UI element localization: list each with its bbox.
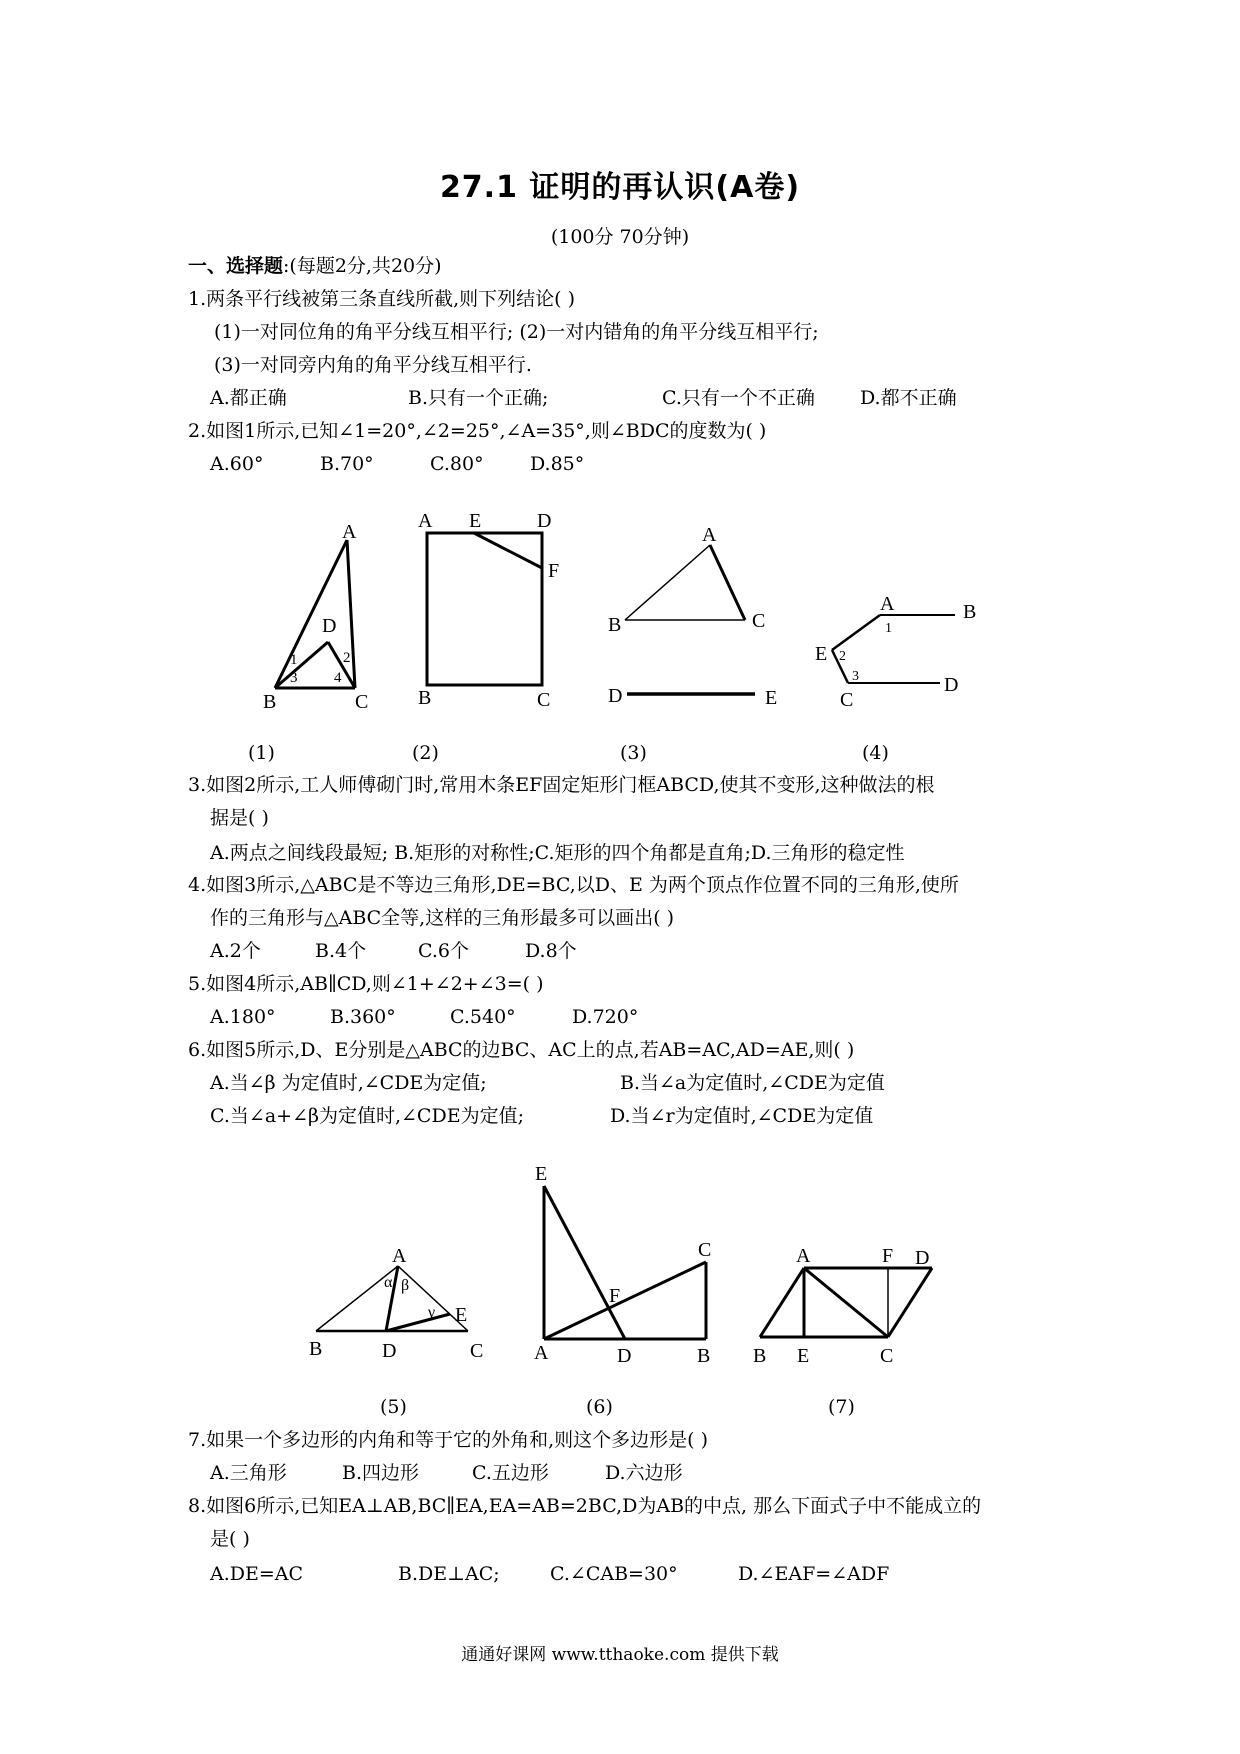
q4-option-d: D.8个	[525, 940, 577, 962]
fig5-beta: β	[401, 1277, 410, 1294]
fig2-label-e: E	[469, 510, 482, 532]
q7-option-c: C.五边形	[472, 1462, 549, 1484]
fig5-gamma: γ	[428, 1304, 436, 1321]
fig7-label-d: D	[915, 1247, 930, 1269]
fig1-label-d: D	[322, 615, 337, 637]
q2-option-c: C.80°	[430, 453, 484, 475]
fig1-label-a: A	[342, 521, 357, 543]
q5-option-b: B.360°	[330, 1006, 396, 1028]
q6-option-a: A.当∠β 为定值时,∠CDE为定值;	[210, 1072, 487, 1094]
q2-option-b: B.70°	[320, 453, 374, 475]
fig7-label-a: A	[796, 1245, 811, 1267]
fig4-label-d: D	[944, 674, 959, 696]
q1-option-b: B.只有一个正确;	[408, 387, 549, 409]
fig2-label-b: B	[418, 687, 432, 709]
fig1-label-c: C	[355, 691, 369, 713]
fig6-edge-ed	[544, 1186, 625, 1339]
figure-5-caption: (5)	[380, 1396, 407, 1418]
fig4-angle-2: 2	[839, 649, 846, 664]
fig5-label-b: B	[309, 1338, 323, 1360]
fig5-edge-de	[386, 1314, 450, 1331]
q6-stem: 6.如图5所示,D、E分别是△ABC的边BC、AC上的点,若AB=AC,AD=AE,则( )	[188, 1039, 855, 1061]
q6-option-d: D.当∠r为定值时,∠CDE为定值	[610, 1105, 874, 1127]
fig4-angle-1: 1	[885, 621, 892, 636]
fig4-angle-3: 3	[852, 669, 859, 684]
fig1-angle-3: 3	[290, 670, 298, 686]
fig5-label-d: D	[382, 1340, 397, 1362]
q8-option-a: A.DE=AC	[210, 1563, 304, 1585]
q5-stem: 5.如图4所示,AB∥CD,则∠1+∠2+∠3=( )	[188, 973, 544, 995]
figure-6-caption: (6)	[586, 1396, 613, 1418]
page-subtitle: (100分 70分钟)	[550, 226, 690, 248]
figure-6	[544, 1186, 706, 1339]
fig6-label-a: A	[534, 1342, 549, 1364]
q5-option-d: D.720°	[572, 1006, 639, 1028]
fig1-angle-1: 1	[290, 652, 298, 668]
fig5-label-e: E	[455, 1304, 468, 1326]
fig4-label-c: C	[840, 689, 854, 711]
q3-options: A.两点之间线段最短; B.矩形的对称性;C.矩形的四个角都是直角;D.三角形的稳定性	[210, 842, 905, 864]
q7-stem: 7.如果一个多边形的内角和等于它的外角和,则这个多边形是( )	[188, 1429, 709, 1451]
q4-stem: 4.如图3所示,△ABC是不等边三角形,DE=BC,以D、E 为两个顶点作位置不同的三角形,使所	[188, 874, 959, 896]
fig4-label-e: E	[815, 643, 828, 665]
fig7-label-c: C	[880, 1345, 894, 1367]
q1-line3: (3)一对同旁内角的角平分线互相平行.	[214, 354, 532, 376]
fig5-label-a: A	[392, 1245, 407, 1267]
q7-option-a: A.三角形	[210, 1462, 287, 1484]
fig3-label-d: D	[608, 685, 623, 707]
fig3-label-c: C	[752, 610, 766, 632]
fig6-label-d: D	[617, 1345, 632, 1367]
q7-option-b: B.四边形	[342, 1462, 420, 1484]
fig2-label-a: A	[418, 510, 433, 532]
fig1-angle-2: 2	[343, 650, 351, 666]
q1-option-c: C.只有一个不正确	[662, 387, 815, 409]
q4-option-b: B.4个	[315, 940, 367, 962]
figure-2-caption: (2)	[412, 742, 439, 764]
fig3-label-b: B	[608, 614, 622, 636]
q7-option-d: D.六边形	[605, 1462, 683, 1484]
fig5-alpha: α	[384, 1274, 393, 1291]
fig7-label-e: E	[797, 1345, 810, 1367]
q1-option-a: A.都正确	[210, 387, 287, 409]
figure-7	[760, 1268, 932, 1337]
figure-4-caption: (4)	[862, 742, 889, 764]
fig1-label-b: B	[263, 691, 277, 713]
fig4-label-a: A	[880, 593, 895, 615]
fig3-label-e: E	[765, 687, 778, 709]
fig3-label-a: A	[702, 524, 717, 546]
fig4-label-b: B	[963, 601, 977, 623]
figure-7-caption: (7)	[828, 1396, 855, 1418]
section-note: :(每题2分,共20分)	[283, 255, 442, 277]
fig6-label-c: C	[698, 1239, 712, 1261]
q1-option-d: D.都不正确	[860, 387, 957, 409]
q3-line2: 据是( )	[210, 807, 269, 829]
figure-3-caption: (3)	[620, 742, 647, 764]
q6-option-b: B.当∠a为定值时,∠CDE为定值	[620, 1072, 885, 1094]
fig7-label-b: B	[753, 1345, 767, 1367]
q8-stem: 8.如图6所示,已知EA⊥AB,BC∥EA,EA=AB=2BC,D为AB的中点, 那么下面式子中不能成立的	[188, 1495, 982, 1517]
q1-line2: (1)一对同位角的角平分线互相平行; (2)一对内错角的角平分线互相平行;	[214, 321, 819, 343]
q2-stem: 2.如图1所示,已知∠1=20°,∠2=25°,∠A=35°,则∠BDC的度数为( )	[188, 420, 767, 442]
q8-option-c: C.∠CAB=30°	[550, 1563, 678, 1585]
q2-option-d: D.85°	[530, 453, 585, 475]
q8-option-b: B.DE⊥AC;	[398, 1563, 500, 1585]
fig7-edge-cd	[888, 1268, 932, 1337]
fig5-label-c: C	[470, 1340, 484, 1362]
q5-option-a: A.180°	[210, 1006, 276, 1028]
fig6-label-e: E	[535, 1163, 548, 1185]
fig6-label-f: F	[609, 1285, 621, 1307]
fig7-edge-ac	[804, 1268, 888, 1337]
section-label: 一、选择题	[188, 255, 284, 277]
q4-line2: 作的三角形与△ABC全等,这样的三角形最多可以画出( )	[210, 907, 675, 929]
fig6-edge-ac	[544, 1262, 706, 1339]
fig2-label-d: D	[537, 510, 552, 532]
fig6-label-b: B	[697, 1345, 711, 1367]
page-title: 27.1 证明的再认识(A卷)	[439, 170, 801, 205]
q6-option-c: C.当∠a+∠β为定值时,∠CDE为定值;	[210, 1105, 524, 1127]
q3-stem: 3.如图2所示,工人师傅砌门时,常用木条EF固定矩形门框ABCD,使其不变形,这种做法的根	[188, 774, 935, 796]
page-footer: 通通好课网 www.tthaoke.com 提供下载	[461, 1645, 779, 1665]
q5-option-c: C.540°	[450, 1006, 516, 1028]
fig7-edge-ba	[760, 1268, 804, 1337]
q8-option-d: D.∠EAF=∠ADF	[738, 1563, 890, 1585]
fig7-label-f: F	[882, 1245, 894, 1267]
q4-option-c: C.6个	[418, 940, 469, 962]
fig2-label-f: F	[548, 560, 560, 582]
fig1-angle-4: 4	[334, 670, 342, 686]
q8-line2: 是( )	[210, 1528, 250, 1550]
q1-stem: 1.两条平行线被第三条直线所截,则下列结论( )	[188, 288, 576, 310]
figure-1-caption: (1)	[248, 742, 275, 764]
q4-option-a: A.2个	[210, 940, 261, 962]
q2-option-a: A.60°	[210, 453, 264, 475]
fig2-label-c: C	[537, 689, 551, 711]
